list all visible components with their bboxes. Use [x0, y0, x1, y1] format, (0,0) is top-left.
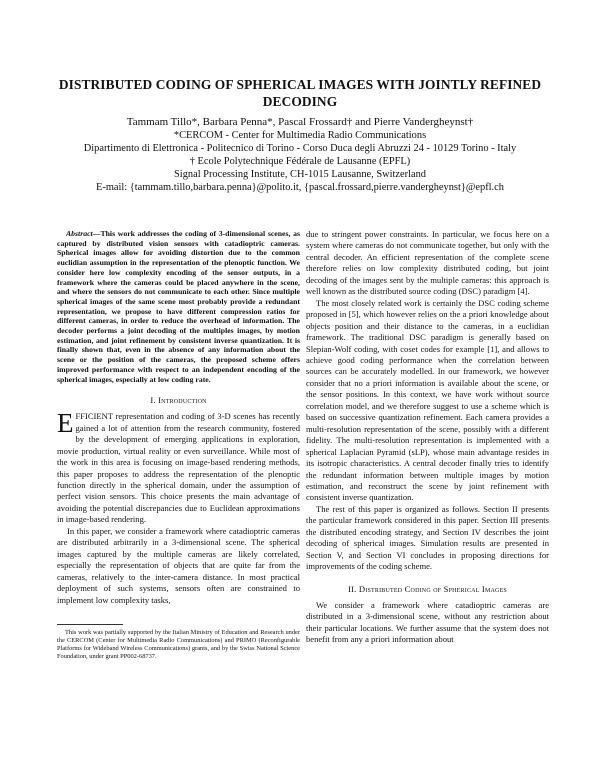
intro-paragraph-1 [57, 408, 300, 526]
intro-paragraph-4: The rest of this paper is organized as follows. Section II presents the particular framework considered in this paper. Section III presents the distributed encoding strategy, and Section IV describes the joint decoding of spherical images. Simulation results are presented in Section V, and Section VI concludes in proposing directions for improvements of the coding scheme. [306, 503, 549, 572]
intro-paragraph-2-cont: due to stringent power constraints. In particular, we focus here on a system where cameras do not communicate together, but only with the central decoder. An efficient representation of the complete scene therefore relies on low complexity distributed coding, but joint decoding of the images sent by the multiple cameras: this approach is well known as the distributed source coding (DSC) paradigm [4]. [306, 229, 549, 297]
section-2-heading [306, 584, 549, 595]
drop-cap: E [57, 408, 74, 439]
affiliation-cercom: *CERCOM - Center for Multimedia Radio Communications [173, 129, 427, 141]
abstract-lead: Abstract— [66, 229, 101, 238]
section-1-number: I. [150, 395, 156, 406]
author-names: Tammam Tillo*, Barbara Penna*, Pascal Frossard† and Pierre Vandergheynst† [126, 116, 474, 128]
left-column [57, 229, 300, 661]
right-column [306, 229, 549, 645]
section-2-number: II. [348, 583, 357, 594]
author-block [40, 116, 560, 194]
section-2-title: Distributed Coding of Spherical Images [358, 583, 507, 594]
affiliation-polito: Dipartimento di Elettronica - Politecnico di Torino - Corso Duca degli Abruzzi 24 - 10129 Torino - Italy [83, 142, 517, 154]
abstract [57, 229, 300, 384]
section-1-title: Introduction [158, 395, 207, 406]
author-emails: E-mail: {tammam.tillo,barbara.penna}@polito.it, {pascal.frossard,pierre.vandergheynst}@epfl.ch [96, 181, 504, 193]
footnote: This work was partially supported by the Italian Ministry of Education and Research under the CERCOM (Center for Multimedia Radio Communications) and PRIMO (Reconfigurable Platforms for Wideband Wireless Communications) grants, and by the Swiss National Science Foundation, under grant PP002-68737. [57, 628, 300, 661]
footnote-rule [57, 624, 123, 625]
paper-title: DISTRIBUTED CODING OF SPHERICAL IMAGES WITH JOINTLY REFINED DECODING [58, 77, 542, 109]
section-2-paragraph-1: We consider a framework where catadioptric cameras are distributed in a 3-dimensional scene, without any restriction about their particular locations. We further assume that the system does not benefit from any a priori information about [306, 599, 549, 644]
intro-paragraph-3: The most closely related work is certainly the DSC coding scheme proposed in [5], which however relies on the a priori knowledge about objects position and their distance to the cameras, in a euclidian framework. The traditional DSC paradigm is generally based on Slepian-Wolf coding, with coset codes for example [1], and allows to achieve good coding performance when the correlation between sources can be accurately modelled. In our framework, we however consider that no a priori information is available about the scene, or the sensor positions. In this context, we have work without source correlation model, and we therefore suggest to use a scheme which is based on successive quantization refinement. Each camera provides a multi-resolution representation of the scene, possibly with a different fidelity. The multi-resolution representation is implemented with a spherical Laplacian Pyramid (sLP), whose main advantage resides in its isotropic characteristics. A central decoder finally tries to identify the redundant information between multiple images by motion estimation, and reconstruct the scene by joint refinement with consistent inverse quantization. [306, 297, 549, 503]
abstract-text: This work addresses the coding of 3-dimensional scenes, as captured by distributed vision sensors with catadioptric cameras. Spherical images allow for avoiding distortion due to the common euclidian assumption in the representation of the plenoptic function. We consider here low complexity encoding of the sensor outputs, in a framework where the cameras could be placed anywhere in the scene, and where the sensors do not communicate to each other. Since multiple spherical images of the same scene most probably provide a redundant representation, we propose to have different compression ratios for different cameras, in order to reduce the overhead of information. The decoder performs a joint decoding of the multiples images, by motion estimation, and joint refinement by consistent inverse quantization. It is finally shown that, even in the absence of any information about the scene or the position of the cameras, the proposed scheme offers improved performance with respect to an independent encoding of the spherical images, especially at low coding rate. [57, 229, 300, 384]
affiliation-sp-institute: Signal Processing Institute, CH-1015 Lausanne, Switzerland [174, 168, 426, 180]
intro-paragraph-1-text: FFICIENT representation and coding of 3-D scenes has recently gained a lot of attention from the research community, fostered by the development of emerging applications in exploration, movie production, virtual reality or even surveillance. While most of the work in this area is focusing on image-based rendering methods, this paper proposes to address the representation of the plenoptic function directly in the spherical domain, under the assumption of perfect vision sensors. This choice presents the main advantage of avoiding the potential discrepancies due to Euclidean approximations in image-based rendering. [57, 411, 300, 525]
intro-paragraph-2: In this paper, we consider a framework where catadioptric cameras are distributed arbitrarily in a 3-dimensional scene. The spherical images captured by the multiple cameras are likely correlated, especially the representation of objects that are quite far from the cameras, relatively to the inter-camera distance. In most practical deployment of such systems, sensors often are constrained to implement low complexity tasks, [57, 525, 300, 605]
section-1-heading [57, 395, 300, 406]
affiliation-epfl: † Ecole Polytechnique Fédérale de Lausanne (EPFL) [189, 155, 411, 167]
